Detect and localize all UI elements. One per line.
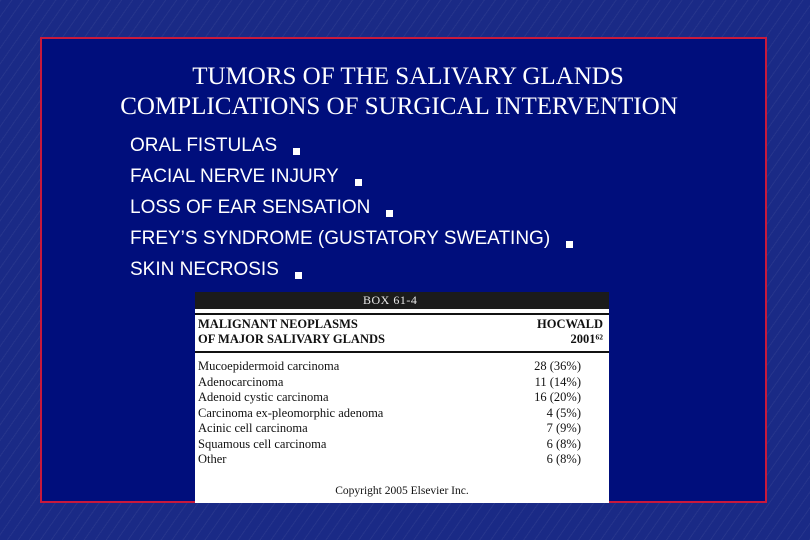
- heading-right-line-1: HOCWALD: [537, 317, 603, 331]
- row-value: 11 (14%): [534, 374, 581, 389]
- list-item: [130, 192, 573, 223]
- bullet-text: FACIAL NERVE INJURY: [130, 166, 339, 187]
- table-row: [195, 421, 609, 437]
- heading-right-line-2: 2001⁶²: [570, 332, 603, 346]
- row-name: Adenoid cystic carcinoma: [198, 390, 329, 404]
- table-row: [195, 437, 609, 453]
- table-heading-left: [198, 317, 385, 347]
- list-item: [130, 223, 573, 254]
- bullet-text: LOSS OF EAR SENSATION: [130, 197, 371, 218]
- copyright-text: Copyright 2005 Elsevier Inc.: [335, 485, 469, 497]
- row-name: Squamous cell carcinoma: [198, 436, 327, 451]
- row-name: Carcinoma ex-pleomorphic adenoma: [198, 405, 384, 420]
- row-name: Mucoepidermoid carcinoma: [198, 359, 340, 373]
- row-value: 16 (20%): [534, 390, 581, 404]
- square-bullet-icon: [295, 272, 302, 279]
- row-name: Acinic cell carcinoma: [198, 421, 308, 435]
- bullet-text: FREY’S SYNDROME (GUSTATORY SWEATING): [130, 228, 551, 249]
- bullet-text: ORAL FISTULAS: [130, 135, 278, 156]
- table-image-box: [195, 292, 609, 503]
- table-heading-right: [537, 317, 603, 347]
- row-value: 28 (36%): [534, 359, 581, 373]
- table-header: [195, 309, 609, 353]
- table-row: [195, 406, 609, 422]
- heading-left-line-2: OF MAJOR SALIVARY GLANDS: [198, 332, 385, 346]
- row-value: 6 (8%): [546, 452, 581, 466]
- list-item: [130, 130, 573, 161]
- divider: [195, 313, 609, 315]
- row-name: Other: [198, 452, 227, 466]
- square-bullet-icon: [293, 148, 300, 155]
- heading-left-line-1: MALIGNANT NEOPLASMS: [198, 317, 358, 331]
- bullet-text: SKIN NECROSIS: [130, 259, 279, 280]
- square-bullet-icon: [386, 210, 393, 217]
- table-row: [195, 375, 609, 391]
- table-row: [195, 390, 609, 406]
- list-item: [130, 254, 573, 285]
- box-label: BOX 61-4: [195, 292, 609, 309]
- row-value: 6 (8%): [546, 436, 581, 451]
- table-body: [195, 353, 609, 468]
- table-row: [195, 359, 609, 375]
- square-bullet-icon: [566, 241, 573, 248]
- slide-title-line-1: TUMORS OF THE SALIVARY GLANDS: [192, 63, 624, 90]
- square-bullet-icon: [355, 179, 362, 186]
- row-name: Adenocarcinoma: [198, 374, 284, 389]
- slide-title-line-2: COMPLICATIONS OF SURGICAL INTERVENTION: [120, 93, 678, 120]
- row-value: 7 (9%): [546, 421, 581, 435]
- row-value: 4 (5%): [546, 405, 581, 420]
- complications-list: [130, 130, 573, 285]
- list-item: [130, 161, 573, 192]
- table-row: [195, 452, 609, 468]
